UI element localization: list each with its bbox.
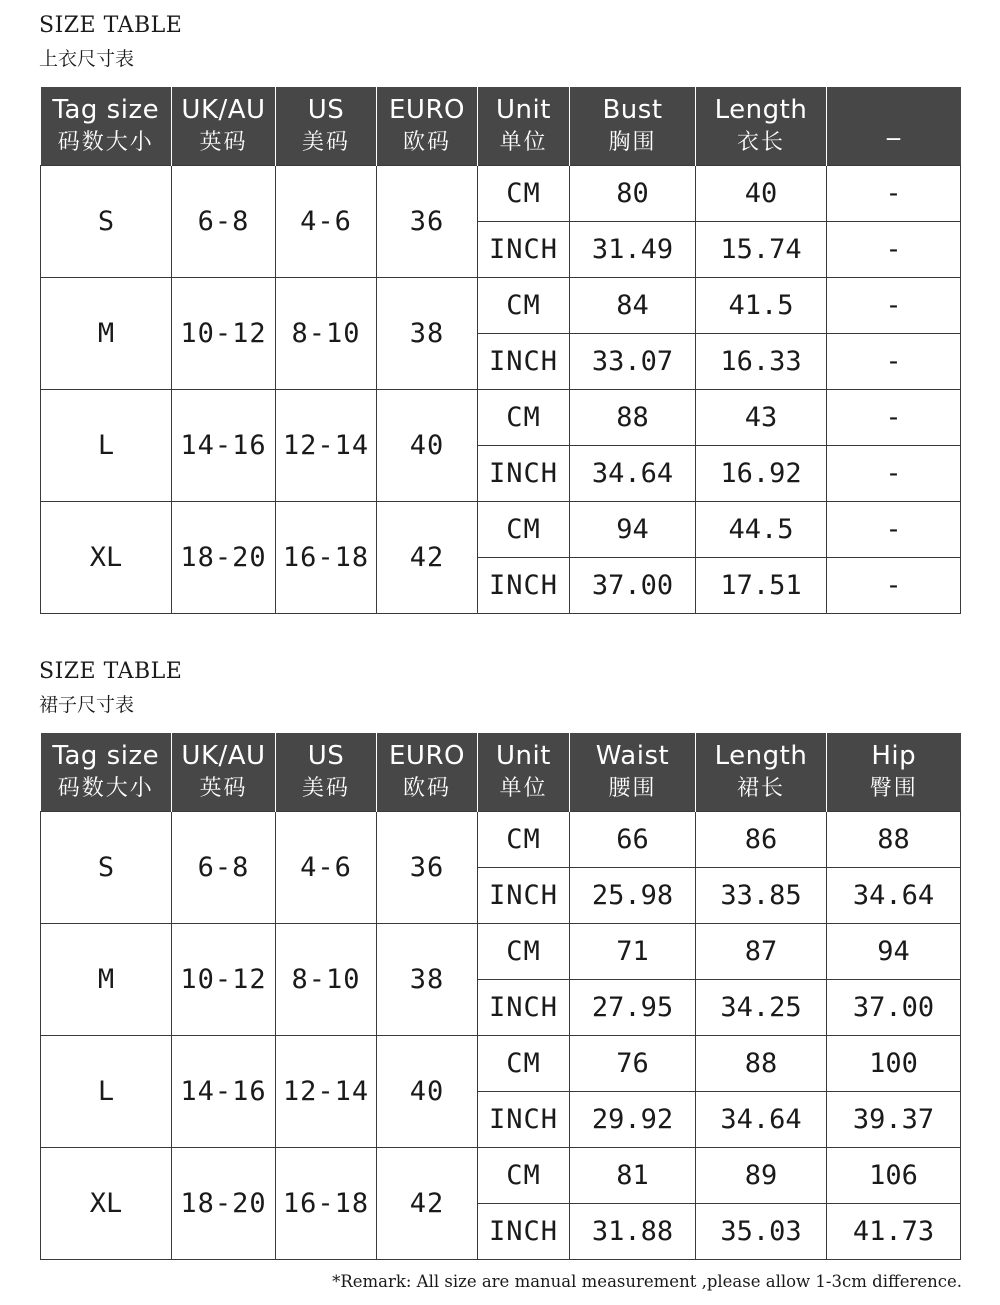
hip-inch-cell: 41.73 — [827, 1204, 961, 1260]
hip-inch-cell: 34.64 — [827, 868, 961, 924]
tag-size-cell: XL — [41, 502, 172, 614]
us-cell: 8-10 — [276, 278, 377, 390]
bust-inch-cell: 37.00 — [570, 558, 696, 614]
bust-cm-cell: 84 — [570, 278, 696, 334]
header-uk-au: UK/AU 英码 — [172, 87, 276, 166]
uk-au-cell: 10-12 — [172, 924, 276, 1036]
length-inch-cell: 34.25 — [696, 980, 827, 1036]
bottom-table-subtitle: 裙子尺寸表 — [39, 694, 135, 716]
length-cm-cell: 88 — [696, 1036, 827, 1092]
header-bust: Bust 胸围 — [570, 87, 696, 166]
length-cm-cell: 40 — [696, 166, 827, 222]
hip-inch-cell: 37.00 — [827, 980, 961, 1036]
uk-au-cell: 14-16 — [172, 1036, 276, 1148]
table-row — [41, 812, 961, 868]
length-inch-cell: 15.74 — [696, 222, 827, 278]
uk-au-cell: 18-20 — [172, 1148, 276, 1260]
waist-inch-cell: 29.92 — [570, 1092, 696, 1148]
uk-au-cell: 6-8 — [172, 166, 276, 278]
euro-cell: 42 — [377, 502, 478, 614]
header-row — [41, 733, 961, 812]
waist-inch-cell: 27.95 — [570, 980, 696, 1036]
hip-cm-cell: 100 — [827, 1036, 961, 1092]
blank-cm-cell: - — [827, 390, 961, 446]
header-length: Length 衣长 — [696, 87, 827, 166]
uk-au-cell: 6-8 — [172, 812, 276, 924]
tag-size-cell: S — [41, 166, 172, 278]
us-cell: 12-14 — [276, 390, 377, 502]
unit-cm-cell: CM — [478, 1036, 570, 1092]
euro-cell: 36 — [377, 812, 478, 924]
euro-cell: 38 — [377, 924, 478, 1036]
table-row — [41, 924, 961, 980]
tag-size-cell: L — [41, 1036, 172, 1148]
unit-inch-cell: INCH — [478, 1092, 570, 1148]
us-cell: 16-18 — [276, 1148, 377, 1260]
length-cm-cell: 86 — [696, 812, 827, 868]
us-cell: 8-10 — [276, 924, 377, 1036]
length-cm-cell: 43 — [696, 390, 827, 446]
us-cell: 4-6 — [276, 812, 377, 924]
unit-cm-cell: CM — [478, 166, 570, 222]
euro-cell: 42 — [377, 1148, 478, 1260]
header-blank: _ — [827, 87, 961, 166]
tag-size-cell: M — [41, 278, 172, 390]
blank-cm-cell: - — [827, 278, 961, 334]
unit-inch-cell: INCH — [478, 222, 570, 278]
remark-note: *Remark: All size are manual measurement ,please allow 1-3cm difference. — [332, 1272, 962, 1291]
bottom-size-table — [40, 733, 961, 1260]
euro-cell: 38 — [377, 278, 478, 390]
bust-inch-cell: 34.64 — [570, 446, 696, 502]
header-us: US 美码 — [276, 733, 377, 812]
length-inch-cell: 16.92 — [696, 446, 827, 502]
top-size-table — [40, 87, 961, 614]
header-hip: Hip 臀围 — [827, 733, 961, 812]
blank-cm-cell: - — [827, 502, 961, 558]
uk-au-cell: 14-16 — [172, 390, 276, 502]
unit-inch-cell: INCH — [478, 868, 570, 924]
length-cm-cell: 87 — [696, 924, 827, 980]
unit-inch-cell: INCH — [478, 446, 570, 502]
header-euro: EURO 欧码 — [377, 733, 478, 812]
header-tag-size: Tag size 码数大小 — [41, 87, 172, 166]
us-cell: 12-14 — [276, 1036, 377, 1148]
euro-cell: 40 — [377, 390, 478, 502]
waist-cm-cell: 76 — [570, 1036, 696, 1092]
hip-cm-cell: 106 — [827, 1148, 961, 1204]
euro-cell: 36 — [377, 166, 478, 278]
bust-inch-cell: 31.49 — [570, 222, 696, 278]
unit-inch-cell: INCH — [478, 980, 570, 1036]
unit-inch-cell: INCH — [478, 334, 570, 390]
unit-cm-cell: CM — [478, 1148, 570, 1204]
table-row — [41, 1148, 961, 1204]
header-tag-size: Tag size 码数大小 — [41, 733, 172, 812]
header-unit: Unit 单位 — [478, 87, 570, 166]
unit-cm-cell: CM — [478, 278, 570, 334]
bust-inch-cell: 33.07 — [570, 334, 696, 390]
top-table-title: SIZE TABLE — [39, 13, 183, 38]
blank-inch-cell: - — [827, 558, 961, 614]
length-inch-cell: 33.85 — [696, 868, 827, 924]
hip-inch-cell: 39.37 — [827, 1092, 961, 1148]
bust-cm-cell: 94 — [570, 502, 696, 558]
uk-au-cell: 18-20 — [172, 502, 276, 614]
tag-size-cell: M — [41, 924, 172, 1036]
tag-size-cell: XL — [41, 1148, 172, 1260]
blank-inch-cell: - — [827, 334, 961, 390]
hip-cm-cell: 94 — [827, 924, 961, 980]
table-row — [41, 278, 961, 334]
header-euro: EURO 欧码 — [377, 87, 478, 166]
tag-size-cell: S — [41, 812, 172, 924]
blank-inch-cell: - — [827, 446, 961, 502]
euro-cell: 40 — [377, 1036, 478, 1148]
unit-cm-cell: CM — [478, 812, 570, 868]
length-inch-cell: 16.33 — [696, 334, 827, 390]
unit-inch-cell: INCH — [478, 558, 570, 614]
waist-inch-cell: 25.98 — [570, 868, 696, 924]
blank-inch-cell: - — [827, 222, 961, 278]
length-cm-cell: 41.5 — [696, 278, 827, 334]
length-inch-cell: 34.64 — [696, 1092, 827, 1148]
tag-size-cell: L — [41, 390, 172, 502]
waist-inch-cell: 31.88 — [570, 1204, 696, 1260]
blank-cm-cell: - — [827, 166, 961, 222]
us-cell: 16-18 — [276, 502, 377, 614]
table-row — [41, 502, 961, 558]
unit-inch-cell: INCH — [478, 1204, 570, 1260]
length-cm-cell: 44.5 — [696, 502, 827, 558]
top-table-subtitle: 上衣尺寸表 — [39, 48, 135, 70]
header-row — [41, 87, 961, 166]
length-cm-cell: 89 — [696, 1148, 827, 1204]
unit-cm-cell: CM — [478, 390, 570, 446]
length-inch-cell: 35.03 — [696, 1204, 827, 1260]
header-length: Length 裙长 — [696, 733, 827, 812]
table-row — [41, 1036, 961, 1092]
table-row — [41, 166, 961, 222]
header-unit: Unit 单位 — [478, 733, 570, 812]
bust-cm-cell: 80 — [570, 166, 696, 222]
table-row — [41, 390, 961, 446]
unit-cm-cell: CM — [478, 924, 570, 980]
unit-cm-cell: CM — [478, 502, 570, 558]
waist-cm-cell: 71 — [570, 924, 696, 980]
waist-cm-cell: 66 — [570, 812, 696, 868]
header-waist: Waist 腰围 — [570, 733, 696, 812]
bust-cm-cell: 88 — [570, 390, 696, 446]
uk-au-cell: 10-12 — [172, 278, 276, 390]
header-us: US 美码 — [276, 87, 377, 166]
header-uk-au: UK/AU 英码 — [172, 733, 276, 812]
length-inch-cell: 17.51 — [696, 558, 827, 614]
bottom-table-title: SIZE TABLE — [39, 659, 183, 684]
hip-cm-cell: 88 — [827, 812, 961, 868]
waist-cm-cell: 81 — [570, 1148, 696, 1204]
us-cell: 4-6 — [276, 166, 377, 278]
